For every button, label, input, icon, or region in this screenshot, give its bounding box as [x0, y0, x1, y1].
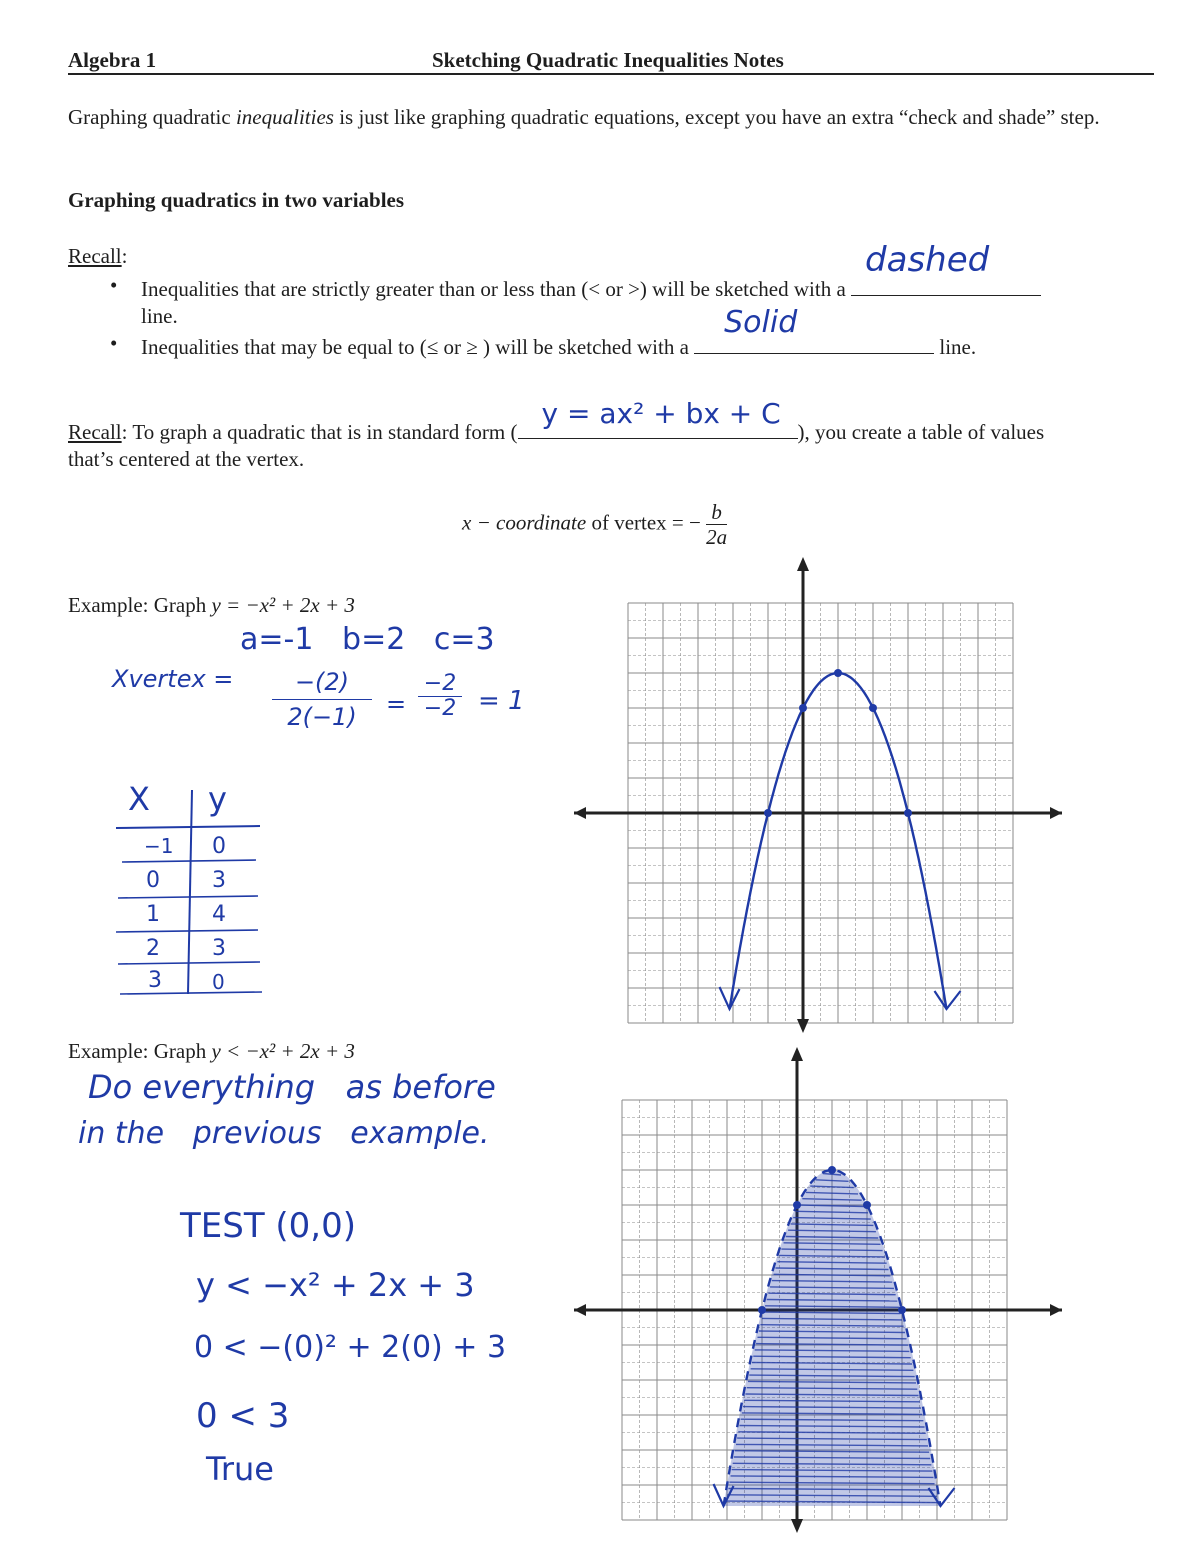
data-point [863, 1201, 871, 1209]
table-cell: 0 [146, 868, 160, 893]
work-line: 0 < −(0)² + 2(0) + 3 [194, 1330, 507, 1365]
xvertex-label: Xvertex = [112, 665, 234, 693]
standard-form-answer: y = ax² + bx + C [541, 397, 781, 430]
recall2-line2: that’s centered at the vertex. [68, 447, 305, 471]
xvertex-fraction-2 [418, 672, 462, 721]
data-point [904, 809, 912, 817]
xvertex-frac2-den: −2 [423, 696, 457, 721]
table-cell: 4 [212, 902, 226, 927]
graph-1 [570, 555, 1070, 1035]
data-point [898, 1306, 906, 1314]
header-rule [68, 73, 1154, 75]
course-name: Algebra 1 [68, 48, 157, 72]
table-cell: 2 [146, 936, 160, 961]
vertex-formula-den: 2a [706, 525, 728, 549]
recall2-before: : To graph a quadratic that is in standard form ( [121, 420, 518, 444]
vertex-formula-mid: of vertex = − [586, 510, 701, 535]
bullet-2-text: Inequalities that may be equal to (≤ or ≥ ) will be sketched with a [141, 335, 689, 359]
bullet-2-end: line. [939, 335, 977, 359]
xvertex-frac-num: −(2) [272, 665, 372, 700]
y-axis-arrow-down [791, 1519, 803, 1533]
recall-label-text: Recall [68, 244, 122, 268]
bullet-1-blank [851, 240, 1041, 296]
table-header-y: y [208, 780, 227, 818]
work-line: y < −x² + 2x + 3 [196, 1266, 475, 1304]
example2-equation: y < −x² + 2x + 3 [211, 1039, 355, 1063]
table-cell: 3 [148, 968, 162, 993]
data-point [758, 1306, 766, 1314]
xvertex-frac-den: 2(−1) [287, 703, 357, 731]
bullet-1 [141, 240, 1156, 330]
bullet-1-end: line. [141, 304, 178, 328]
example2-prompt-text: Example: Graph [68, 1039, 207, 1063]
example1-prompt-text: Example: Graph [68, 593, 207, 617]
recall-colon: : [121, 244, 128, 268]
bullet-1-answer: dashed [865, 240, 990, 280]
x-axis-arrow-right [1050, 807, 1062, 819]
recall-standard-form [68, 397, 1158, 473]
xvertex-frac2-num: −2 [418, 672, 462, 697]
bullet-dot-1: • [110, 273, 118, 297]
graph-2 [570, 1045, 1070, 1535]
bullet-dot-2: • [110, 331, 118, 355]
xvertex-equals: = [386, 690, 407, 718]
y-axis-arrow-down [797, 1019, 809, 1033]
y-axis-arrow-up [797, 557, 809, 571]
vertex-formula-fraction [706, 500, 727, 549]
page-title: Sketching Quadratic Inequalities Notes [432, 48, 784, 72]
bullet-2 [141, 305, 1156, 361]
table-cell: 1 [146, 902, 160, 927]
intro-before: Graphing quadratic [68, 105, 236, 129]
data-point [799, 704, 807, 712]
example2-note-line2: in the previous example. [78, 1116, 490, 1151]
standard-form-blank [518, 397, 798, 439]
intro-after: is just like graphing quadratic equations, except you have an extra “check and shade” step. [333, 105, 1100, 129]
x-axis-arrow-left [574, 807, 586, 819]
example2-note-line1: Do everything as before [88, 1068, 496, 1106]
vertex-formula [462, 500, 727, 549]
table-cell: 0 [212, 970, 225, 994]
y-axis-arrow-up [791, 1047, 803, 1061]
table-cell: −1 [144, 834, 174, 858]
x-axis-arrow-right [1050, 1304, 1062, 1316]
work-line: 0 < 3 [196, 1396, 290, 1436]
bullet-1-text: Inequalities that are strictly greater than or less than (< or >) will be sketched with a [141, 277, 846, 301]
data-point [834, 669, 842, 677]
work-line: TEST (0,0) [180, 1206, 357, 1246]
table-cell: 0 [212, 834, 226, 859]
section-heading: Graphing quadratics in two variables [68, 188, 405, 212]
table-header-x: X [128, 780, 150, 818]
xvertex-fraction [272, 665, 372, 734]
intro-emph: inequalities [235, 105, 334, 129]
example1-coefficients: a=-1 b=2 c=3 [240, 622, 495, 657]
data-point [869, 704, 877, 712]
work-line: True [206, 1450, 274, 1488]
intro-paragraph [68, 104, 1158, 131]
vertex-formula-lhs: x − coordinate [462, 510, 587, 535]
recall-label [68, 243, 127, 270]
table-cell: 3 [212, 936, 226, 961]
bullet-2-blank [694, 305, 934, 354]
bullet-2-answer: Solid [724, 305, 798, 340]
data-point [793, 1201, 801, 1209]
data-point [828, 1166, 836, 1174]
curve-arrow-right [935, 991, 961, 1009]
vertex-formula-num: b [706, 500, 727, 525]
example2-prompt [68, 1038, 355, 1065]
example1-equation: y = −x² + 2x + 3 [211, 593, 355, 617]
table-of-values [108, 780, 268, 1000]
recall2-after: ), you create a table of values [797, 420, 1045, 444]
xvertex-result: = 1 [478, 686, 525, 716]
data-point [764, 809, 772, 817]
x-axis-arrow-left [574, 1304, 586, 1316]
table-cell: 3 [212, 868, 226, 893]
example1-prompt [68, 592, 355, 619]
recall2-label: Recall [68, 420, 122, 444]
